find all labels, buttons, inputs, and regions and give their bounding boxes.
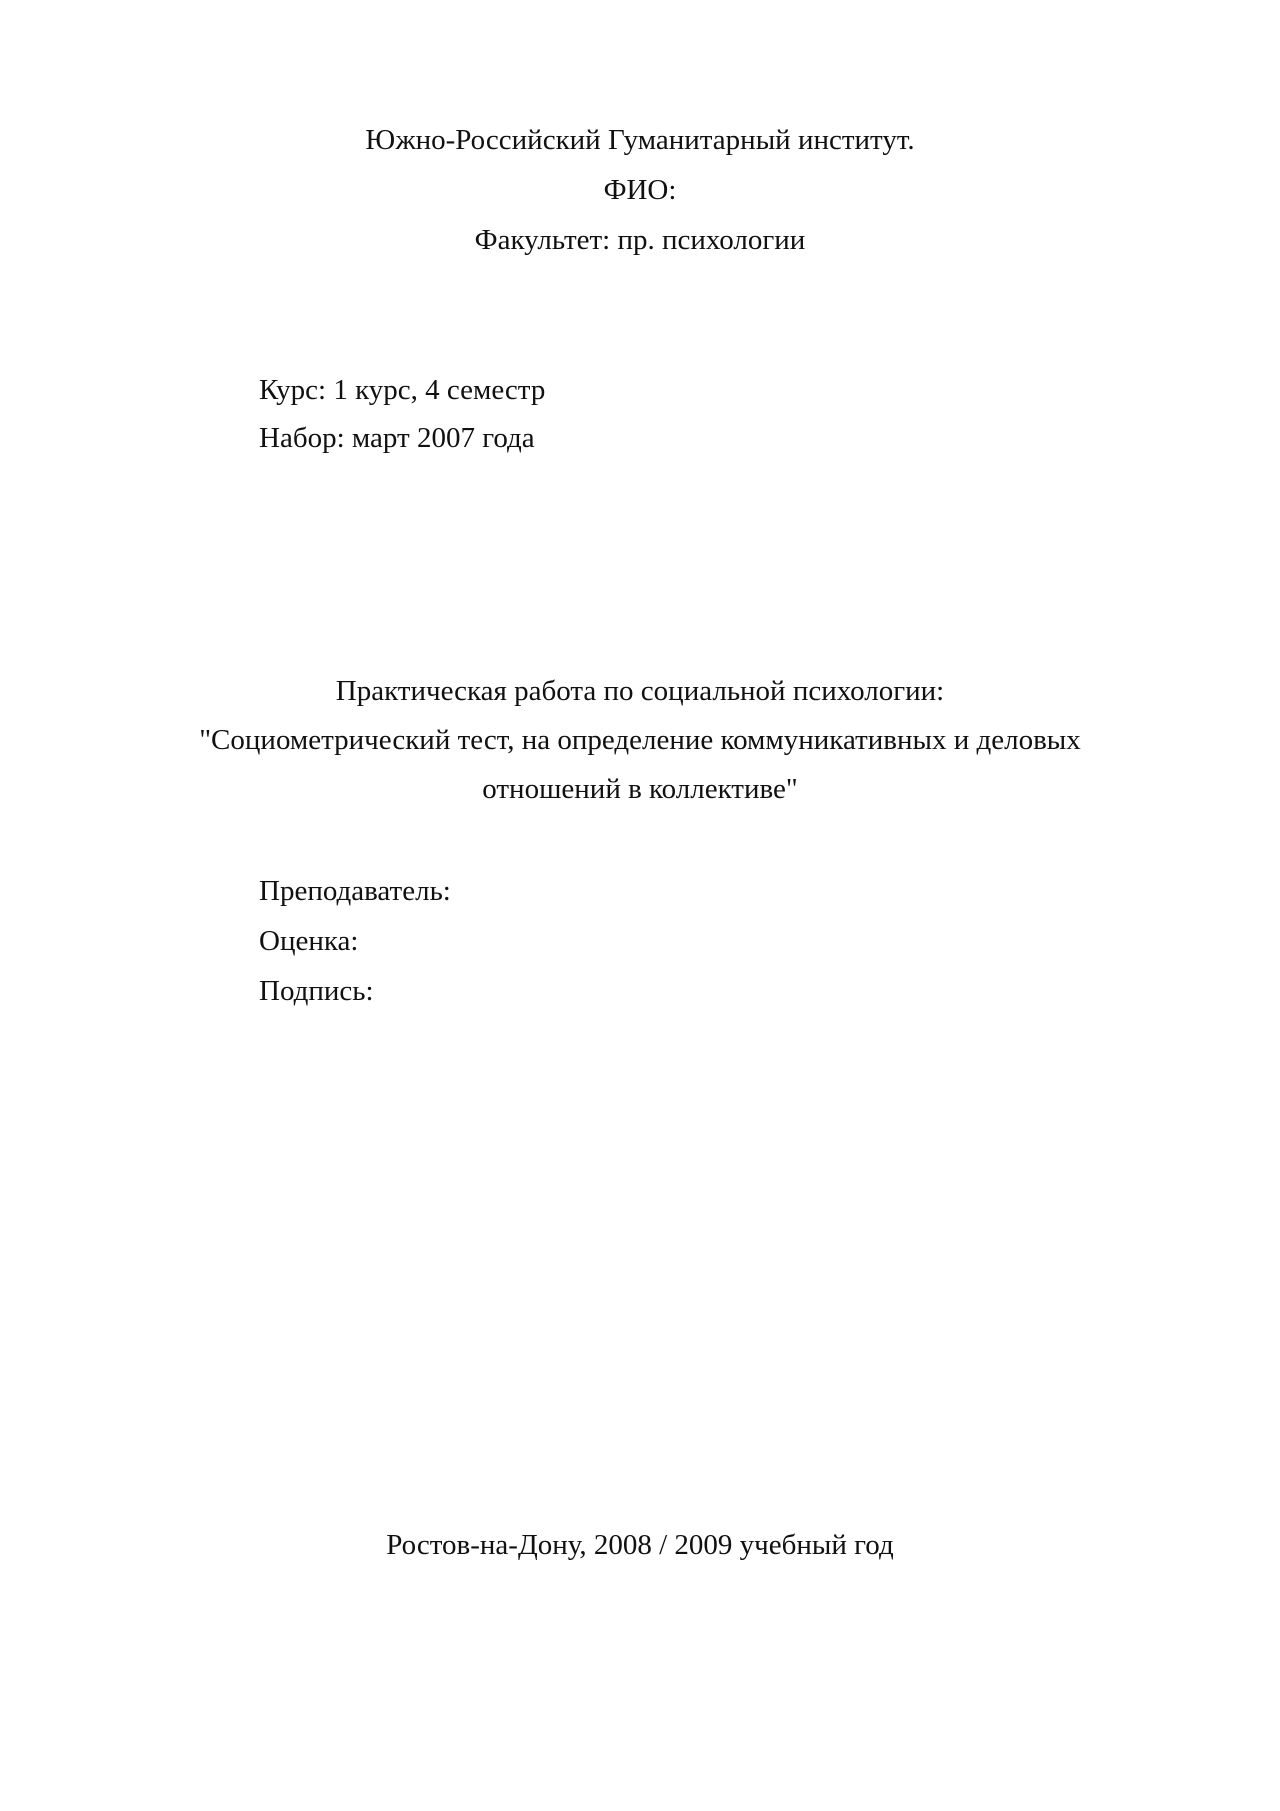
faculty-label: Факультет: пр. психологии bbox=[474, 224, 806, 256]
course-label: Курс: 1 курс, 4 семестр bbox=[259, 374, 546, 406]
institute-name: Южно-Российский Гуманитарный институт. bbox=[365, 124, 915, 156]
work-title-line-3: отношений в коллективе" bbox=[482, 773, 798, 805]
work-title-line-2: "Социометрический тест, на определение коммуникативных и деловых bbox=[199, 724, 1081, 756]
grade-label: Оценка: bbox=[259, 925, 359, 957]
fio-label: ФИО: bbox=[603, 174, 677, 206]
enrollment-label: Набор: март 2007 года bbox=[259, 422, 535, 454]
signature-label: Подпись: bbox=[259, 975, 374, 1007]
teacher-label: Преподаватель: bbox=[259, 875, 451, 907]
place-and-year: Ростов-на-Дону, 2008 / 2009 учебный год bbox=[386, 1529, 894, 1561]
work-title-line-1: Практическая работа по социальной психологии: bbox=[335, 675, 945, 707]
